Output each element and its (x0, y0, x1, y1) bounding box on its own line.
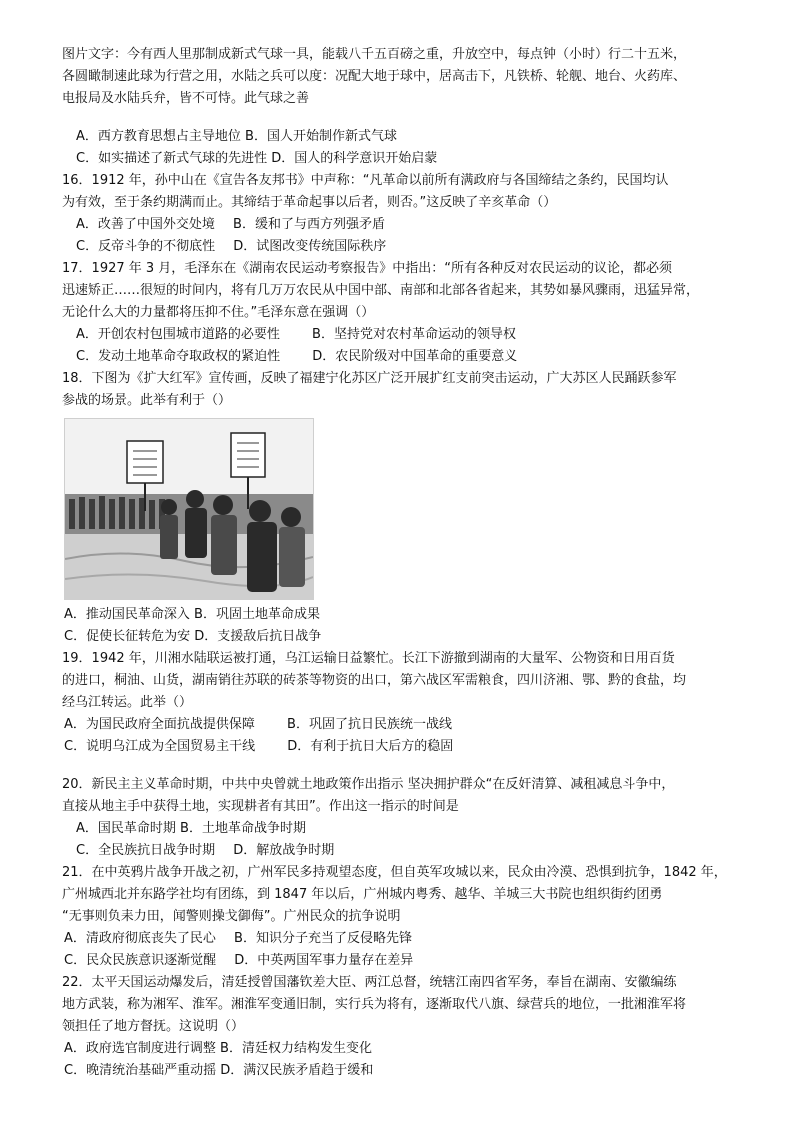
option-a[interactable]: A．政府选官制度进行调整 (64, 1041, 216, 1056)
question-stem: 22．太平天国运动爆发后，清廷授曾国藩钦差大臣、两江总督，统辖江南四省军务，奉旨在湖南、安徽编练 (62, 975, 677, 990)
option-b[interactable]: B．知识分子充当了反侵略先锋 (234, 931, 412, 946)
question-16 (62, 170, 762, 258)
option-d[interactable]: D．国人的科学意识开始启蒙 (271, 151, 438, 166)
question-stem: 地方武装，称为湘军、淮军。湘淮军变通旧制，实行兵为将有，逐渐取代八旗、绿营兵的地位，一批湘淮军将 (62, 997, 687, 1012)
option-d[interactable]: D．中英两国军事力量存在差异 (234, 953, 414, 968)
option-b[interactable]: B．缓和了与西方列强矛盾 (233, 217, 385, 232)
option-d[interactable]: D．农民阶级对中国革命的重要意义 (312, 349, 518, 364)
intro-line: 电报局及水陆兵弁，皆不可恃。此气球之善 (62, 91, 310, 106)
question-stem: 领担任了地方督抚。这说明（） (62, 1019, 245, 1034)
question-stem: 迅速矫正……很短的时间内，将有几万万农民从中国中部、南部和北部各省起来，其势如暴风骤雨，迅猛异常， (62, 283, 700, 298)
option-a[interactable]: A．清政府彻底丧失了民心 (64, 931, 216, 946)
option-c[interactable]: C．晚清统治基础严重动摇 (64, 1063, 217, 1078)
option-d[interactable]: D．有利于抗日大后方的稳固 (287, 739, 454, 754)
propaganda-illustration (64, 418, 314, 600)
question-17 (62, 258, 762, 368)
option-b[interactable]: B．巩固了抗日民族统一战线 (287, 717, 452, 732)
intro-block (62, 44, 762, 110)
question-stem: 19．1942 年，川湘水陆联运被打通，乌江运输日益繁忙。长江下游撤到湖南的大量军、公物资和日用百货 (62, 651, 675, 666)
option-b[interactable]: B．坚持党对农村革命运动的领导权 (312, 327, 516, 342)
question-20 (62, 774, 762, 862)
intro-line: 图片文字：今有西人里那制成新式气球一具，能载八千五百磅之重，升放空中，每点钟（小时）行二十五米， (62, 47, 687, 62)
question-stem: 无论什么大的力量都将压抑不住。”毛泽东意在强调（） (62, 305, 375, 320)
option-d[interactable]: D．满汉民族矛盾趋于缓和 (220, 1063, 374, 1078)
exam-page (62, 44, 762, 1082)
question-stem: 直接从地主手中获得土地，实现耕者有其田”。作出这一指示的时间是 (62, 799, 459, 814)
option-c[interactable]: C．促使长征转危为安 (64, 629, 191, 644)
option-a[interactable]: A．西方教育思想占主导地位 (76, 129, 241, 144)
question-21 (62, 862, 762, 972)
question-stem: 21．在中英鸦片战争开战之初，广州军民多持观望态度，但自英军攻城以来，民众由冷漠、恐惧到抗争，1842 年， (62, 865, 727, 880)
option-a[interactable]: A．为国民政府全面抗战提供保障 (64, 717, 255, 732)
option-b[interactable]: B．国人开始制作新式气球 (245, 129, 397, 144)
question-stem: 16．1912 年，孙中山在《宣告各友邦书》中声称：“凡革命以前所有满政府与各国缔结之条约，民国均认 (62, 173, 669, 188)
intro-line: 各圆瞰制速此球为行营之用，水陆之兵可以度：况配大地于球中，居高击下，凡铁桥、轮舰、地台、火药库、 (62, 69, 687, 84)
option-c[interactable]: C．说明乌江成为全国贸易主干线 (64, 739, 256, 754)
option-b[interactable]: B．清廷权力结构发生变化 (220, 1041, 372, 1056)
option-c[interactable]: C．发动土地革命夺取政权的紧迫性 (76, 349, 281, 364)
option-a[interactable]: A．国民革命时期 (76, 821, 176, 836)
option-a[interactable]: A．推动国民革命深入 (64, 607, 190, 622)
question-stem: “无事则负耒力田，闻警则操戈御侮”。广州民众的抗争说明 (62, 909, 401, 924)
question-18 (62, 368, 762, 648)
option-d[interactable]: D．支援敌后抗日战争 (194, 629, 322, 644)
option-c[interactable]: C．全民族抗日战争时期 (76, 843, 216, 858)
option-c[interactable]: C．民众民族意识逐渐觉醒 (64, 953, 217, 968)
question-stem: 参战的场景。此举有利于（） (62, 393, 232, 408)
option-d[interactable]: D．试图改变传统国际秩序 (233, 239, 387, 254)
option-c[interactable]: C．反帝斗争的不彻底性 (76, 239, 216, 254)
question-stem: 为有效，至于条约期满而止。其缔结于革命起事以后者，则否。”这反映了辛亥革命（） (62, 195, 557, 210)
option-c[interactable]: C．如实描述了新式气球的先进性 (76, 151, 268, 166)
question-stem: 广州城西北并东路学社均有团练，到 1847 年以后，广州城内粤秀、越华、羊城三大书院也组织街约团勇 (62, 887, 663, 902)
question-stem: 的进口，桐油、山货，湖南销往苏联的砖茶等物资的出口，第六战区军需粮食，四川济湘、鄂、黔的食盐，均 (62, 673, 687, 688)
propaganda-drawing (65, 419, 313, 599)
question-stem: 18．下图为《扩大红军》宣传画，反映了福建宁化苏区广泛开展扩红支前突击运动，广大苏区人民踊跃参军 (62, 371, 677, 386)
question-stem: 20．新民主主义革命时期，中共中央曾就土地政策作出指示 坚决拥护群众“在反奸清算、减租减息斗争中， (62, 777, 675, 792)
option-a[interactable]: A．开创农村包围城市道路的必要性 (76, 327, 280, 342)
option-b[interactable]: B．土地革命战争时期 (180, 821, 306, 836)
question-19 (62, 648, 762, 758)
option-a[interactable]: A．改善了中国外交处境 (76, 217, 215, 232)
option-b[interactable]: B．巩固土地革命成果 (194, 607, 320, 622)
question-stem: 17．1927 年 3 月，毛泽东在《湖南农民运动考察报告》中指出：“所有各种反对农民运动的议论，都必须 (62, 261, 673, 276)
option-d[interactable]: D．解放战争时期 (233, 843, 335, 858)
question-22 (62, 972, 762, 1082)
question-stem: 经乌江转运。此举（） (62, 695, 193, 710)
question-15-options (62, 126, 762, 170)
